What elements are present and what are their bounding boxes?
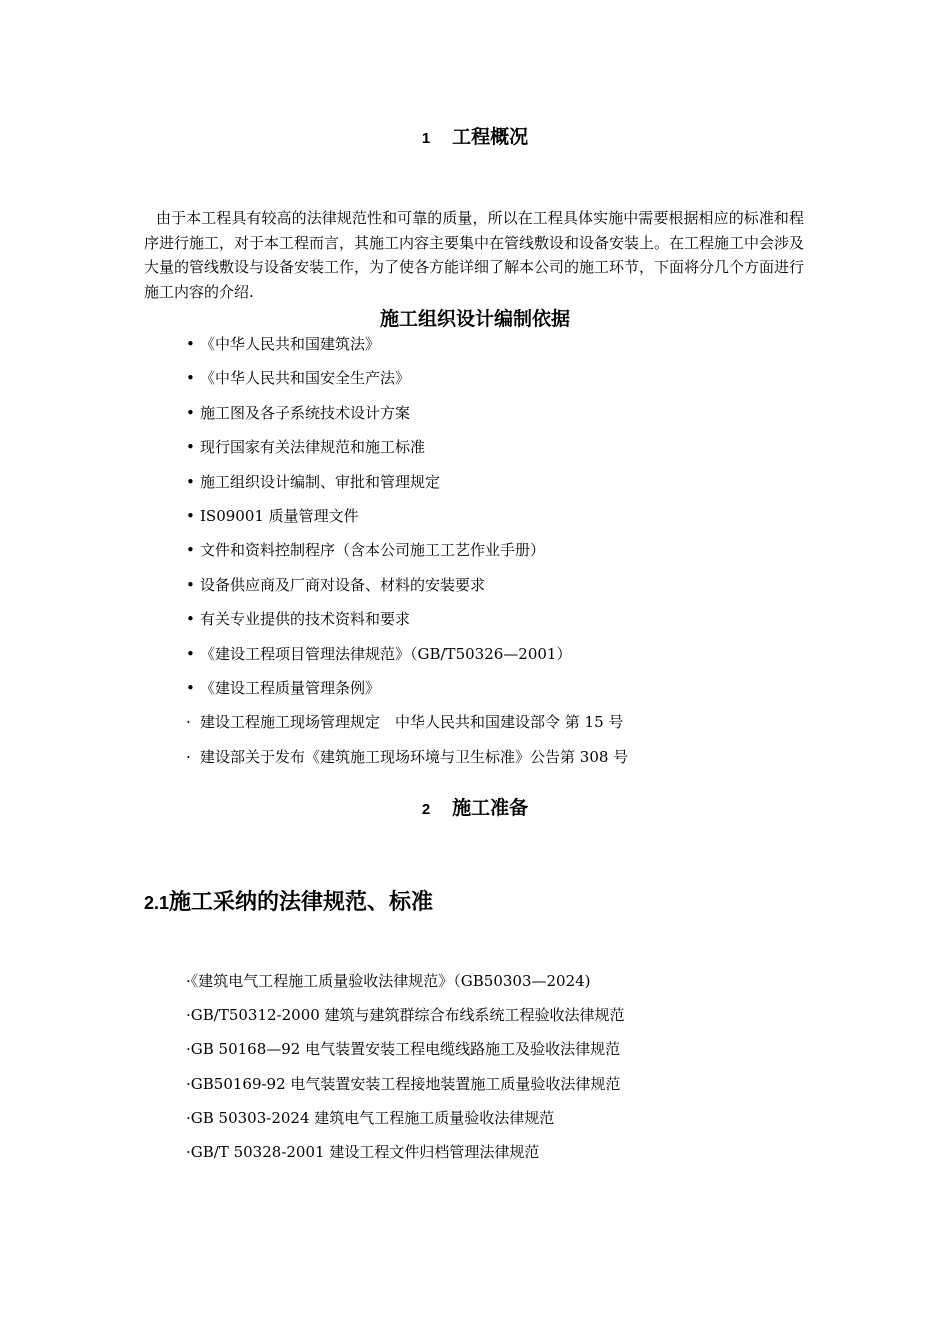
list-item-text: 《中华人民共和国安全生产法》 [200, 369, 411, 388]
list-item [186, 677, 628, 711]
section-1-heading [0, 126, 950, 151]
intro-text: 由于本工程具有较高的法律规范性和可靠的质量，所以在工程具体实施中需要根据相应的标准和程序进行施工，对于本工程而言，其施工内容主要集中在管线敷设和设备安装上。在工程施工中会涉及大量的管线敷设与设备安装工作，为了使各方能详细了解本公司的施工环节，下面将分几个方面进行施工内容的介绍. [144, 209, 805, 301]
list-item-text: 建设部关于发布《建筑施工现场环境与卫生标准》公告第 308 号 [200, 747, 629, 766]
section-2-heading [0, 797, 950, 822]
subsection-title: 施工采纳的法律规范、标准 [169, 890, 434, 915]
section-title: 施工准备 [452, 798, 529, 819]
list-item-text: 《建设工程项目管理法律规范》（GB/T50326—2001） [200, 644, 572, 663]
bullet-marker: • [186, 438, 195, 457]
section-number: 2 [421, 801, 431, 818]
list-item-text: 施工组织设计编制、审批和管理规定 [200, 472, 441, 491]
intro-paragraph [144, 206, 804, 304]
basis-list [186, 333, 628, 780]
bullet-marker: • [186, 369, 195, 388]
list-item-text: 有关专业提供的技术资料和要求 [200, 610, 411, 629]
list-item: ·GB/T50312-2000 建筑与建筑群综合布线系统工程验收法律规范 [186, 1006, 625, 1025]
bullet-marker: • [186, 575, 195, 594]
list-item: ·《建筑电气工程施工质量验收法律规范》（GB50303—2024) [186, 972, 591, 990]
list-item-text: 施工图及各子系统技术设计方案 [200, 403, 411, 422]
list-item [186, 746, 628, 780]
bullet-marker: · [186, 713, 191, 732]
list-item-text: 建设工程施工现场管理规定 中华人民共和国建设部令 第 15 号 [200, 713, 624, 732]
list-item [186, 436, 628, 470]
section-title: 工程概况 [452, 127, 529, 148]
list-item: ·GB/T 50328-2001 建设工程文件归档管理法律规范 [186, 1142, 540, 1161]
list-item [186, 333, 628, 367]
bullet-marker: • [186, 644, 195, 663]
list-item [186, 539, 628, 573]
bullet-marker: • [186, 678, 195, 697]
list-item-text: 《中华人民共和国建筑法》 [200, 335, 381, 353]
list-item: ·GB 50303-2024 建筑电气工程施工质量验收法律规范 [186, 1108, 555, 1127]
section-number: 1 [421, 130, 431, 147]
bullet-marker: · [186, 747, 191, 766]
list-item-text: 《建设工程质量管理条例》 [200, 678, 381, 697]
subsection-heading [144, 888, 433, 918]
list-item [186, 367, 628, 401]
basis-title: 施工组织设计编制依据 [379, 308, 570, 330]
list-item [186, 505, 628, 539]
list-item [186, 471, 628, 505]
list-item-text: 文件和资料控制程序（含本公司施工工艺作业手册） [200, 541, 546, 560]
bullet-marker: • [186, 335, 195, 353]
bullet-marker: • [186, 403, 195, 422]
bullet-marker: • [186, 610, 195, 629]
subsection-number: 2.1 [144, 893, 170, 913]
standards-list [186, 970, 625, 1175]
list-item-text: 设备供应商及厂商对设备、材料的安装要求 [200, 575, 486, 594]
list-item: ·GB50169-92 电气装置安装工程接地装置施工质量验收法律规范 [186, 1074, 621, 1093]
bullet-marker: • [186, 472, 195, 491]
list-item [186, 711, 628, 745]
list-item [186, 643, 628, 677]
list-item-text: IS09001 质量管理文件 [200, 506, 359, 525]
list-item [186, 402, 628, 436]
list-item-text: 现行国家有关法律规范和施工标准 [200, 438, 426, 457]
list-item: ·GB 50168—92 电气装置安装工程电缆线路施工及验收法律规范 [186, 1040, 621, 1059]
list-item [186, 574, 628, 608]
bullet-marker: • [186, 541, 195, 560]
bullet-marker: • [186, 506, 195, 525]
list-item [186, 608, 628, 642]
